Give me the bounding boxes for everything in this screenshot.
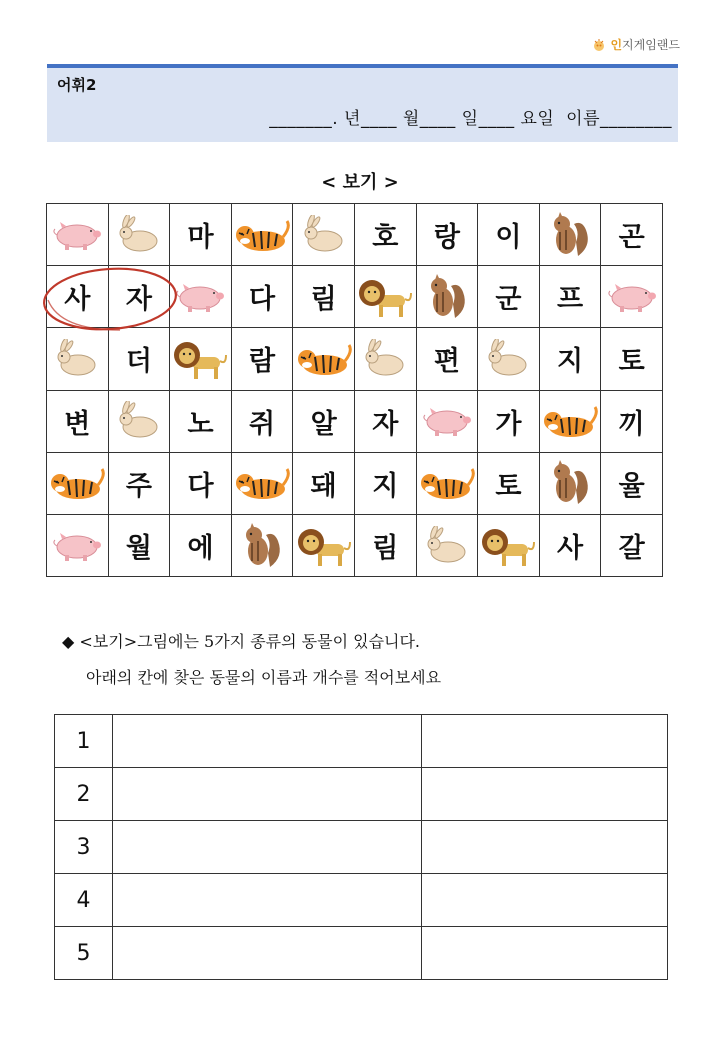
grid-cell-letter: 마 bbox=[187, 222, 214, 254]
grid-cell bbox=[478, 390, 540, 452]
tiger-icon bbox=[293, 339, 354, 379]
answer-row-number: 3 bbox=[55, 821, 113, 874]
squirrel-icon bbox=[417, 272, 478, 322]
grid-cell bbox=[231, 266, 293, 328]
grid-cell bbox=[293, 390, 355, 452]
grid-cell bbox=[354, 514, 416, 576]
grid-cell-letter: 림 bbox=[372, 533, 399, 565]
grid-cell bbox=[416, 328, 478, 390]
grid-cell-letter: 편 bbox=[433, 346, 460, 378]
grid-cell-letter: 지 bbox=[372, 470, 399, 502]
grid-cell-letter: 사 bbox=[557, 533, 584, 565]
grid-cell bbox=[108, 514, 170, 576]
grid-cell-letter: 가 bbox=[495, 408, 522, 440]
word-search-grid bbox=[46, 203, 663, 577]
grid-cell bbox=[231, 204, 293, 266]
lion-icon bbox=[170, 337, 231, 381]
grid-cell bbox=[231, 390, 293, 452]
grid-cell-letter: 다 bbox=[187, 470, 214, 502]
grid-cell bbox=[354, 204, 416, 266]
grid-cell bbox=[47, 390, 109, 452]
grid-row bbox=[47, 390, 663, 452]
brand-logo bbox=[592, 36, 680, 53]
animal-name-field[interactable] bbox=[113, 715, 422, 768]
grid-cell bbox=[47, 514, 109, 576]
rabbit-icon bbox=[417, 526, 478, 566]
tiger-icon bbox=[417, 463, 478, 503]
grid-cell-letter: 지 bbox=[557, 346, 584, 378]
grid-cell bbox=[539, 204, 601, 266]
grid-cell-letter: 돼 bbox=[310, 470, 337, 502]
grid-cell-letter: 토 bbox=[618, 346, 645, 378]
grid-cell bbox=[47, 266, 109, 328]
tiger-icon bbox=[232, 463, 293, 503]
answer-row bbox=[55, 715, 668, 768]
grid-cell-letter: 노 bbox=[187, 408, 214, 440]
answer-row-number: 1 bbox=[55, 715, 113, 768]
grid-cell-letter: 더 bbox=[125, 346, 152, 378]
squirrel-icon bbox=[540, 210, 601, 260]
grid-cell bbox=[231, 328, 293, 390]
brain-icon bbox=[592, 38, 606, 52]
grid-cell bbox=[601, 452, 663, 514]
grid-row bbox=[47, 266, 663, 328]
animal-count-field[interactable] bbox=[422, 927, 668, 980]
brand-name: 지게임랜드 bbox=[622, 38, 680, 52]
grid-cell-letter: 변 bbox=[64, 408, 91, 440]
worksheet-topic: 어휘2 bbox=[57, 76, 97, 94]
grid-cell bbox=[601, 390, 663, 452]
grid-cell bbox=[170, 390, 232, 452]
grid-row bbox=[47, 514, 663, 576]
answer-row-number: 2 bbox=[55, 768, 113, 821]
pig-icon bbox=[601, 280, 662, 314]
grid-cell bbox=[601, 514, 663, 576]
grid-cell bbox=[478, 266, 540, 328]
grid-cell bbox=[170, 452, 232, 514]
animal-count-field[interactable] bbox=[422, 874, 668, 927]
grid-cell bbox=[170, 514, 232, 576]
instructions bbox=[62, 624, 441, 696]
grid-cell bbox=[170, 266, 232, 328]
grid-cell-letter: 다 bbox=[249, 284, 276, 316]
rabbit-icon bbox=[355, 339, 416, 379]
pig-icon bbox=[417, 404, 478, 438]
grid-cell bbox=[539, 266, 601, 328]
grid-cell bbox=[293, 204, 355, 266]
grid-cell-letter: 이 bbox=[495, 222, 522, 254]
grid-cell-letter: 끼 bbox=[618, 408, 645, 440]
grid-cell bbox=[170, 328, 232, 390]
rabbit-icon bbox=[47, 339, 108, 379]
grid-row bbox=[47, 204, 663, 266]
grid-cell bbox=[170, 204, 232, 266]
grid-cell bbox=[354, 452, 416, 514]
grid-cell-letter: 자 bbox=[125, 284, 152, 316]
answer-row-number: 4 bbox=[55, 874, 113, 927]
lion-icon bbox=[293, 524, 354, 568]
grid-cell bbox=[539, 390, 601, 452]
grid-cell-letter: 쥐 bbox=[249, 408, 276, 440]
grid-cell bbox=[108, 328, 170, 390]
rabbit-icon bbox=[109, 215, 170, 255]
instruction-line-2: 아래의 칸에 찾은 동물의 이름과 개수를 적어보세요 bbox=[86, 668, 442, 687]
squirrel-icon bbox=[232, 521, 293, 571]
animal-count-field[interactable] bbox=[422, 821, 668, 874]
grid-cell bbox=[47, 204, 109, 266]
animal-name-field[interactable] bbox=[113, 768, 422, 821]
grid-cell bbox=[416, 390, 478, 452]
grid-cell bbox=[293, 514, 355, 576]
grid-cell bbox=[478, 328, 540, 390]
grid-cell-letter: 곤 bbox=[618, 222, 645, 254]
grid-cell bbox=[354, 266, 416, 328]
grid-cell bbox=[108, 266, 170, 328]
grid-cell bbox=[416, 452, 478, 514]
pig-icon bbox=[170, 280, 231, 314]
grid-cell bbox=[354, 328, 416, 390]
pig-icon bbox=[47, 218, 108, 252]
animal-count-field[interactable] bbox=[422, 715, 668, 768]
grid-cell-letter: 자 bbox=[372, 408, 399, 440]
grid-cell bbox=[478, 204, 540, 266]
grid-cell bbox=[416, 266, 478, 328]
grid-cell bbox=[539, 514, 601, 576]
answer-row bbox=[55, 874, 668, 927]
grid-cell-letter: 주 bbox=[125, 470, 152, 502]
grid-cell bbox=[416, 514, 478, 576]
grid-cell-letter: 랑 bbox=[433, 222, 460, 254]
grid-cell-letter: 람 bbox=[249, 346, 276, 378]
answer-row bbox=[55, 927, 668, 980]
grid-cell bbox=[478, 514, 540, 576]
squirrel-icon bbox=[540, 458, 601, 508]
grid-cell bbox=[601, 328, 663, 390]
grid-cell-letter: 월 bbox=[125, 533, 152, 565]
grid-cell-letter: 갈 bbox=[618, 533, 645, 565]
example-title: < 보기 > bbox=[321, 172, 399, 193]
animal-name-field[interactable] bbox=[113, 821, 422, 874]
grid-cell-letter: 토 bbox=[495, 470, 522, 502]
grid-cell-letter: 호 bbox=[372, 222, 399, 254]
grid-cell-letter: 군 bbox=[495, 284, 522, 316]
grid-row bbox=[47, 328, 663, 390]
rabbit-icon bbox=[478, 339, 539, 379]
grid-cell bbox=[108, 390, 170, 452]
grid-row bbox=[47, 452, 663, 514]
grid-cell-letter: 율 bbox=[618, 470, 645, 502]
lion-icon bbox=[355, 275, 416, 319]
grid-cell bbox=[108, 452, 170, 514]
grid-cell bbox=[416, 204, 478, 266]
animal-count-field[interactable] bbox=[422, 768, 668, 821]
grid-cell bbox=[231, 514, 293, 576]
rabbit-icon bbox=[109, 401, 170, 441]
tiger-icon bbox=[232, 215, 293, 255]
grid-cell bbox=[47, 328, 109, 390]
answer-table bbox=[54, 714, 668, 980]
tiger-icon bbox=[47, 463, 108, 503]
grid-cell bbox=[601, 266, 663, 328]
answer-row bbox=[55, 768, 668, 821]
worksheet-header bbox=[47, 68, 678, 142]
date-name-line: _______. 년____ 월____ 일____ 요일 이름________ bbox=[269, 109, 672, 129]
tiger-icon bbox=[540, 401, 601, 441]
grid-cell bbox=[354, 390, 416, 452]
grid-cell bbox=[47, 452, 109, 514]
grid-cell bbox=[108, 204, 170, 266]
pig-icon bbox=[47, 529, 108, 563]
grid-cell bbox=[601, 204, 663, 266]
lion-icon bbox=[478, 524, 539, 568]
grid-cell bbox=[231, 452, 293, 514]
grid-cell-letter: 알 bbox=[310, 408, 337, 440]
grid-cell bbox=[478, 452, 540, 514]
grid-cell bbox=[293, 328, 355, 390]
rabbit-icon bbox=[293, 215, 354, 255]
instruction-line-1: ◆ <보기>그림에는 5가지 종류의 동물이 있습니다. bbox=[62, 632, 421, 651]
answer-row-number: 5 bbox=[55, 927, 113, 980]
grid-cell-letter: 프 bbox=[557, 284, 584, 316]
animal-name-field[interactable] bbox=[113, 874, 422, 927]
grid-cell bbox=[539, 328, 601, 390]
grid-cell-letter: 에 bbox=[187, 533, 214, 565]
animal-name-field[interactable] bbox=[113, 927, 422, 980]
answer-row bbox=[55, 821, 668, 874]
brand-name-highlight: 인 bbox=[610, 38, 623, 52]
grid-cell bbox=[539, 452, 601, 514]
grid-cell bbox=[293, 266, 355, 328]
grid-cell-letter: 사 bbox=[64, 284, 91, 316]
grid-cell-letter: 림 bbox=[310, 284, 337, 316]
grid-cell bbox=[293, 452, 355, 514]
